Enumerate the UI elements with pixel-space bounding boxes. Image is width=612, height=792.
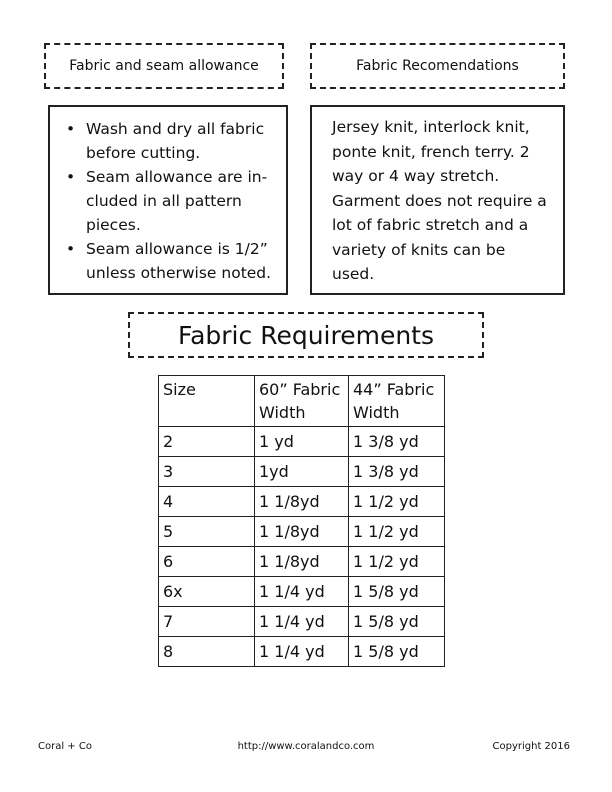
table-row: [159, 457, 445, 487]
fabric-care-list: [66, 117, 276, 285]
fabric-recommendations-box: [310, 105, 565, 295]
size-cell: 5: [159, 517, 255, 547]
table-row: [159, 607, 445, 637]
yardage-44-cell: 1 1/2 yd: [349, 517, 445, 547]
column-header-44-width: 44” Fabric Width: [349, 376, 445, 427]
fabric-recommendations-header: [310, 43, 565, 89]
yardage-44-cell: 1 3/8 yd: [349, 427, 445, 457]
table-row: [159, 487, 445, 517]
recommendations-text: Jersey knit, interlock knit, ponte knit, french terry. 2 way or 4 way stretch. Garment does not require a lot of fabric stretch and a variety of knits can be used.: [332, 118, 547, 283]
size-cell: 6: [159, 547, 255, 577]
footer-url: http://www.coralandco.com: [237, 741, 375, 752]
yardage-60-cell: 1 1/8yd: [255, 547, 349, 577]
yardage-60-cell: 1 1/4 yd: [255, 577, 349, 607]
fabric-seam-header-label: Fabric and seam allowance: [69, 58, 259, 74]
yardage-60-cell: 1yd: [255, 457, 349, 487]
yardage-44-cell: 1 1/2 yd: [349, 487, 445, 517]
bullet-icon: •: [66, 120, 76, 138]
yardage-60-cell: 1 1/4 yd: [255, 607, 349, 637]
size-cell: 4: [159, 487, 255, 517]
fabric-recommendations-header-label: Fabric Recomendations: [356, 58, 519, 74]
yardage-44-cell: 1 5/8 yd: [349, 577, 445, 607]
table-header-row: [159, 376, 445, 427]
footer-copyright: Copyright 2016: [492, 741, 570, 752]
table-row: [159, 577, 445, 607]
yardage-60-cell: 1 1/4 yd: [255, 637, 349, 667]
fabric-requirements-table: [158, 375, 445, 667]
size-cell: 6x: [159, 577, 255, 607]
size-cell: 2: [159, 427, 255, 457]
column-header-60-width: 60” Fabric Width: [255, 376, 349, 427]
bullet-icon: •: [66, 240, 76, 258]
care-item-text: Seam allowance are included in all pattern pieces.: [86, 168, 268, 234]
table-row: [159, 637, 445, 667]
table-row: [159, 547, 445, 577]
yardage-60-cell: 1 1/8yd: [255, 487, 349, 517]
fabric-seam-header: [44, 43, 284, 89]
size-cell: 3: [159, 457, 255, 487]
yardage-44-cell: 1 5/8 yd: [349, 637, 445, 667]
size-cell: 8: [159, 637, 255, 667]
size-cell: 7: [159, 607, 255, 637]
bullet-icon: •: [66, 168, 76, 186]
list-item: [66, 165, 276, 237]
table-row: [159, 427, 445, 457]
yardage-44-cell: 1 5/8 yd: [349, 607, 445, 637]
yardage-44-cell: 1 1/2 yd: [349, 547, 445, 577]
list-item: [66, 117, 276, 165]
column-header-size: Size: [159, 376, 255, 427]
care-item-text: Wash and dry all fabric before cutting.: [86, 120, 265, 162]
yardage-60-cell: 1 1/8yd: [255, 517, 349, 547]
footer-brand: Coral + Co: [38, 741, 92, 752]
fabric-care-box: [48, 105, 288, 295]
page-title: Fabric Requirements: [178, 320, 434, 350]
care-item-text: Seam allowance is 1/2” unless otherwise noted.: [86, 240, 272, 282]
list-item: [66, 237, 276, 285]
table-row: [159, 517, 445, 547]
yardage-44-cell: 1 3/8 yd: [349, 457, 445, 487]
fabric-requirements-title-box: [128, 312, 484, 358]
yardage-60-cell: 1 yd: [255, 427, 349, 457]
